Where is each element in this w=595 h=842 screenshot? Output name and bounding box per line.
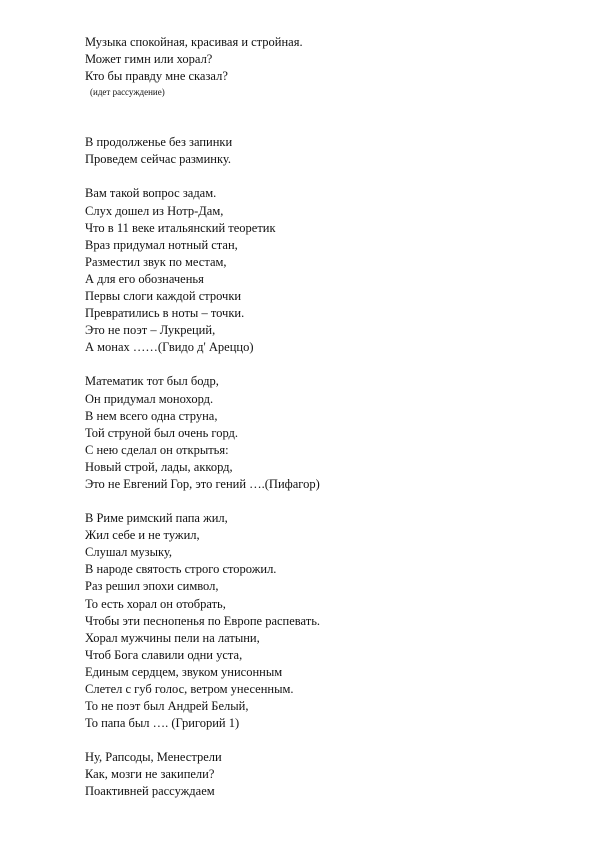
- poem-line: Математик тот был бодр,: [85, 374, 219, 389]
- poem-line: Это не поэт – Лукреций,: [85, 323, 216, 338]
- poem-line: В продолженье без запинки: [85, 135, 233, 150]
- poem-line: Раз решил эпохи символ,: [85, 579, 219, 594]
- poem-line: Враз придумал нотный стан,: [85, 237, 238, 252]
- stanza-4: [85, 373, 565, 493]
- poem-line: Может гимн или хорал?: [85, 52, 213, 67]
- poem-line: Хорал мужчины пели на латыни,: [85, 630, 260, 645]
- stanza-5: [85, 510, 565, 732]
- poem-line: Новый строй, лады, аккорд,: [85, 459, 233, 474]
- poem-line: Ну, Рапсоды, Менестрели: [85, 750, 222, 765]
- stanza-3: [85, 185, 565, 356]
- poem-line: В нем всего одна струна,: [85, 408, 218, 423]
- poem-line: Слух дошел из Нотр-Дам,: [85, 203, 224, 218]
- poem-line: То есть хорал он отобрать,: [85, 596, 226, 611]
- poem-line: Первы слоги каждой строчки: [85, 289, 242, 304]
- poem-line: Кто бы правду мне сказал?: [85, 69, 228, 84]
- stanza-1: [85, 34, 565, 100]
- poem-line: Вам такой вопрос задам.: [85, 186, 217, 201]
- poem-line: Жил себе и не тужил,: [85, 528, 200, 543]
- stage-note: (идет рассуждение): [90, 87, 165, 98]
- poem-line: Музыка спокойная, красивая и стройная.: [85, 35, 303, 49]
- poem-text: [85, 34, 565, 801]
- stanza-6: [85, 749, 565, 800]
- poem-line: Это не Евгений Гор, это гений ….(Пифагор): [85, 476, 320, 491]
- poem-line: А для его обозначенья: [85, 271, 204, 286]
- poem-line: То не поэт был Андрей Белый,: [85, 699, 249, 714]
- poem-line: А монах ……(Гвидо д' Ареццо): [85, 340, 254, 355]
- poem-line: Той струной был очень горд.: [85, 425, 239, 440]
- poem-line: Как, мозги не закипели?: [85, 767, 215, 782]
- poem-line: То папа был …. (Григорий 1): [85, 716, 240, 731]
- poem-line: Поактивней рассуждаем: [85, 784, 215, 799]
- poem-line: В Риме римский папа жил,: [85, 511, 228, 526]
- poem-line: Превратились в ноты – точки.: [85, 306, 245, 321]
- poem-line: Разместил звук по местам,: [85, 254, 227, 269]
- poem-line: Он придумал монохорд.: [85, 391, 214, 406]
- poem-line: Слетел с губ голос, ветром унесенным.: [85, 682, 294, 696]
- poem-line: Чтобы эти песнопенья по Европе распевать.: [85, 613, 321, 628]
- poem-line: С нею сделал он открытья:: [85, 442, 229, 457]
- poem-line: Чтоб Бога славили одни уста,: [85, 647, 243, 662]
- poem-line: Единым сердцем, звуком унисонным: [85, 664, 283, 679]
- poem-line: Что в 11 веке итальянский теоретик: [85, 220, 276, 235]
- stanza-2: [85, 134, 565, 168]
- poem-line: Проведем сейчас разминку.: [85, 152, 231, 167]
- poem-line: Слушал музыку,: [85, 545, 172, 560]
- poem-line: В народе святость строго сторожил.: [85, 562, 277, 577]
